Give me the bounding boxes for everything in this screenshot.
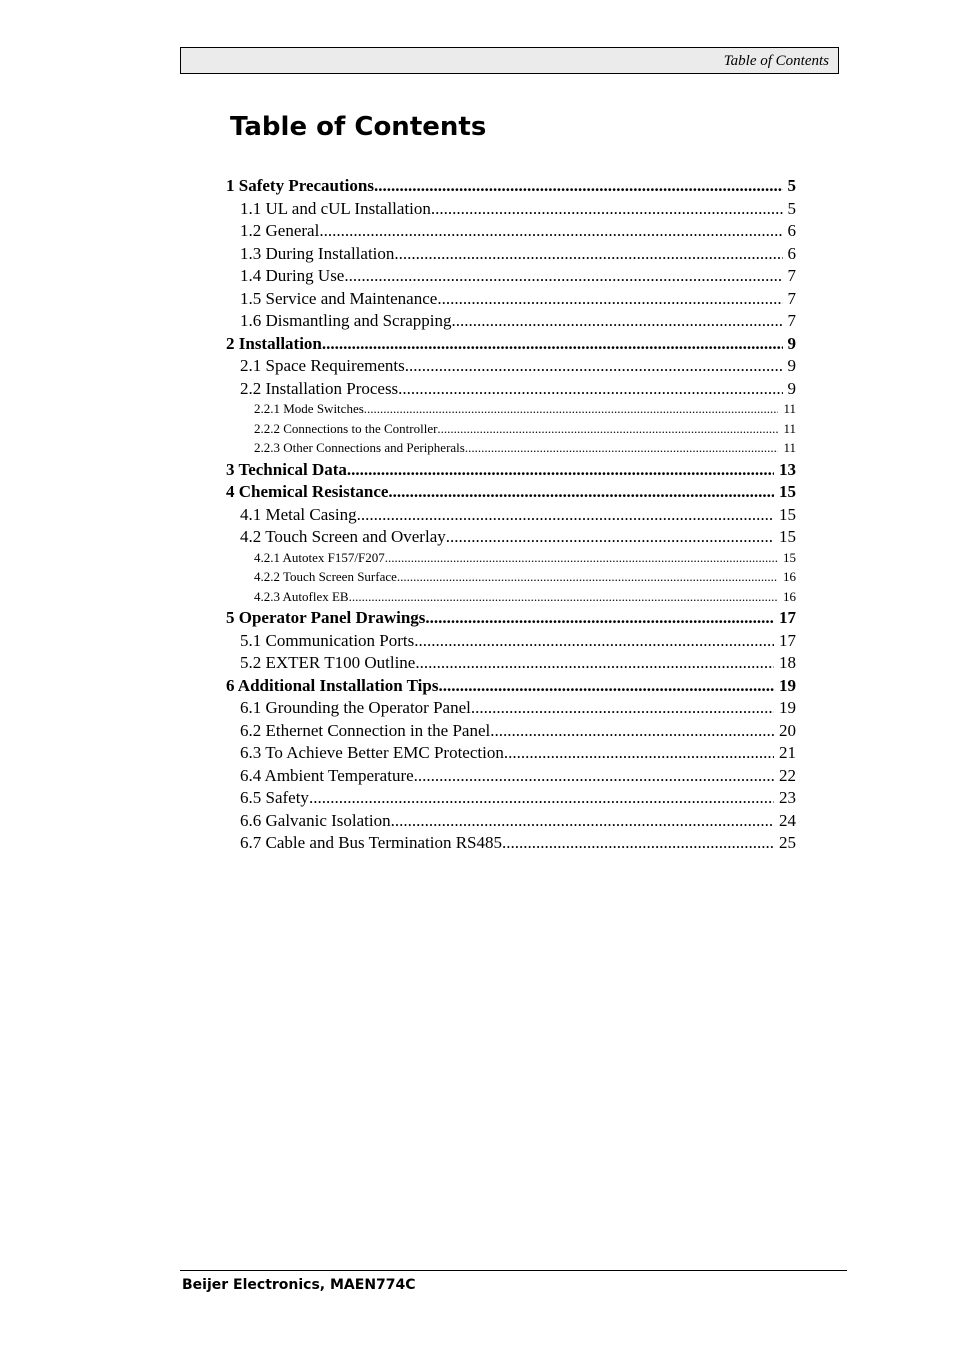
toc-entry[interactable]	[226, 401, 796, 421]
toc-leader-dots	[437, 289, 782, 309]
toc-leader-dots	[374, 176, 783, 196]
toc-entry-page-number: 9	[787, 333, 796, 353]
toc-entry-label: 1.4 During Use	[240, 266, 345, 285]
toc-entry[interactable]	[226, 833, 796, 856]
toc-leader-dots	[437, 421, 778, 437]
toc-entry-page-number: 16	[783, 569, 796, 584]
toc-leader-dots	[322, 334, 783, 354]
toc-leader-dots	[452, 311, 783, 331]
toc-leader-dots	[385, 550, 778, 566]
toc-entry-page-number: 21	[779, 743, 796, 762]
toc-entry[interactable]	[226, 356, 796, 379]
toc-entry[interactable]	[226, 440, 796, 460]
toc-leader-dots	[357, 505, 774, 525]
toc-entry[interactable]	[226, 334, 796, 357]
toc-entry-page-number: 11	[783, 420, 796, 436]
footer-divider	[180, 1270, 847, 1271]
toc-entry-page-number: 15	[783, 549, 796, 565]
toc-entry-page-number: 20	[779, 720, 796, 740]
toc-entry-page-number: 6	[787, 221, 796, 240]
toc-entry-label: 1.1 UL and cUL Installation	[240, 198, 431, 218]
toc-entry[interactable]	[226, 379, 796, 402]
toc-entry-page-number: 5	[787, 176, 796, 195]
toc-entry[interactable]	[226, 608, 796, 631]
toc-entry[interactable]	[226, 244, 796, 267]
toc-entry-page-number: 25	[779, 833, 796, 852]
toc-entry[interactable]	[226, 176, 796, 199]
toc-entry-label: 6.2 Ethernet Connection in the Panel	[240, 720, 491, 740]
toc-entry-label: 2 Installation	[226, 333, 322, 353]
toc-entry-page-number: 13	[779, 459, 796, 479]
toc-entry-label: 1 Safety Precautions	[226, 176, 374, 195]
toc-entry[interactable]	[226, 421, 796, 441]
toc-leader-dots	[398, 379, 782, 399]
toc-leader-dots	[425, 608, 774, 628]
toc-entry[interactable]	[226, 766, 796, 789]
toc-entry-page-number: 7	[787, 288, 796, 308]
toc-leader-dots	[344, 266, 782, 286]
toc-leader-dots	[438, 676, 774, 696]
toc-entry[interactable]	[226, 527, 796, 550]
toc-leader-dots	[347, 460, 774, 480]
toc-entry-label: 3 Technical Data	[226, 459, 347, 479]
toc-leader-dots	[490, 721, 774, 741]
toc-leader-dots	[349, 589, 778, 605]
toc-entry-label: 6.4 Ambient Temperature	[240, 765, 414, 785]
toc-entry-label: 4.2 Touch Screen and Overlay	[240, 527, 446, 546]
toc-entry[interactable]	[226, 569, 796, 589]
toc-entry-label: 6.5 Safety	[240, 788, 309, 807]
running-header-title: Table of Contents	[723, 53, 829, 69]
toc-entry[interactable]	[226, 811, 796, 834]
toc-entry-label: 1.6 Dismantling and Scrapping	[240, 311, 452, 330]
toc-entry-page-number: 18	[779, 653, 796, 672]
toc-leader-dots	[319, 221, 782, 241]
toc-entry-label: 6.7 Cable and Bus Termination RS485	[240, 833, 502, 852]
toc-entry[interactable]	[226, 289, 796, 312]
toc-entry-label: 4.1 Metal Casing	[240, 504, 357, 524]
toc-entry[interactable]	[226, 788, 796, 811]
toc-entry-label: 6 Additional Installation Tips	[226, 675, 439, 695]
toc-entry[interactable]	[226, 589, 796, 609]
footer-text: Beijer Electronics, MAEN774C	[182, 1277, 416, 1293]
page-title: Table of Contents	[230, 112, 487, 142]
toc-entry-label: 4.2.2 Touch Screen Surface	[254, 569, 397, 584]
toc-leader-dots	[471, 698, 774, 718]
toc-entry-page-number: 11	[783, 440, 796, 455]
toc-leader-dots	[504, 743, 774, 763]
toc-entry-page-number: 17	[779, 630, 796, 650]
toc-entry-page-number: 7	[787, 266, 796, 285]
toc-entry-label: 4.2.3 Autoflex EB	[254, 588, 349, 604]
toc-entry-label: 2.2.3 Other Connections and Peripherals	[254, 440, 465, 455]
toc-entry[interactable]	[226, 199, 796, 222]
toc-entry-page-number: 6	[787, 243, 796, 263]
toc-entry-label: 1.2 General	[240, 221, 320, 240]
toc-leader-dots	[394, 244, 782, 264]
toc-entry-page-number: 19	[779, 675, 796, 695]
toc-entry[interactable]	[226, 460, 796, 483]
toc-leader-dots	[414, 631, 774, 651]
toc-entry-page-number: 5	[787, 198, 796, 218]
running-header	[180, 47, 839, 74]
toc-leader-dots	[364, 401, 779, 417]
toc-entry[interactable]	[226, 743, 796, 766]
toc-entry[interactable]	[226, 653, 796, 676]
toc-entry-page-number: 9	[787, 356, 796, 375]
toc-entry-label: 2.1 Space Requirements	[240, 356, 405, 375]
toc-entry-label: 6.1 Grounding the Operator Panel	[240, 698, 471, 717]
toc-leader-dots	[391, 811, 774, 831]
toc-leader-dots	[415, 653, 774, 673]
toc-leader-dots	[397, 569, 778, 585]
toc-entry-page-number: 19	[779, 698, 796, 717]
toc-entry-label: 4.2.1 Autotex F157/F207	[254, 549, 385, 565]
toc-entry-page-number: 15	[779, 482, 796, 501]
toc-entry-page-number: 11	[783, 401, 796, 416]
toc-entry-page-number: 15	[779, 527, 796, 546]
toc-leader-dots	[431, 199, 783, 219]
toc-entry-label: 2.2.1 Mode Switches	[254, 401, 364, 416]
toc-entry-page-number: 17	[779, 608, 796, 627]
toc-entry-label: 2.2.2 Connections to the Controller	[254, 420, 438, 436]
toc-entry-label: 5.2 EXTER T100 Outline	[240, 653, 416, 672]
toc-entry[interactable]	[226, 676, 796, 699]
toc-leader-dots	[414, 766, 774, 786]
toc-entry-page-number: 16	[783, 588, 796, 604]
toc-entry-page-number: 9	[787, 378, 796, 398]
toc-entry-label: 2.2 Installation Process	[240, 378, 399, 398]
toc-leader-dots	[465, 440, 779, 456]
toc-entry-page-number: 15	[779, 504, 796, 524]
toc-entry[interactable]	[226, 550, 796, 570]
toc-entry[interactable]	[226, 311, 796, 334]
toc-entry[interactable]	[226, 266, 796, 289]
toc-leader-dots	[309, 788, 774, 808]
toc-entry-label: 6.3 To Achieve Better EMC Protection	[240, 743, 504, 762]
toc-entry-label: 5 Operator Panel Drawings	[226, 608, 426, 627]
toc-leader-dots	[502, 833, 774, 853]
toc-entry-label: 1.3 During Installation	[240, 243, 395, 263]
toc-entry-label: 1.5 Service and Maintenance	[240, 288, 438, 308]
toc-entry[interactable]	[226, 631, 796, 654]
toc-entry-page-number: 7	[787, 311, 796, 330]
toc-entry[interactable]	[226, 221, 796, 244]
toc-entry[interactable]	[226, 505, 796, 528]
toc-leader-dots	[405, 356, 783, 376]
toc-entry-page-number: 24	[779, 810, 796, 830]
toc-entry-label: 5.1 Communication Ports	[240, 630, 415, 650]
toc-entry[interactable]	[226, 698, 796, 721]
toc-entry-page-number: 23	[779, 788, 796, 807]
toc-entry[interactable]	[226, 721, 796, 744]
toc-leader-dots	[388, 482, 774, 502]
toc-entry-page-number: 22	[779, 765, 796, 785]
toc-leader-dots	[446, 527, 774, 547]
toc-entry-label: 4 Chemical Resistance	[226, 482, 389, 501]
toc-entry[interactable]	[226, 482, 796, 505]
table-of-contents	[226, 176, 796, 856]
toc-entry-label: 6.6 Galvanic Isolation	[240, 810, 391, 830]
